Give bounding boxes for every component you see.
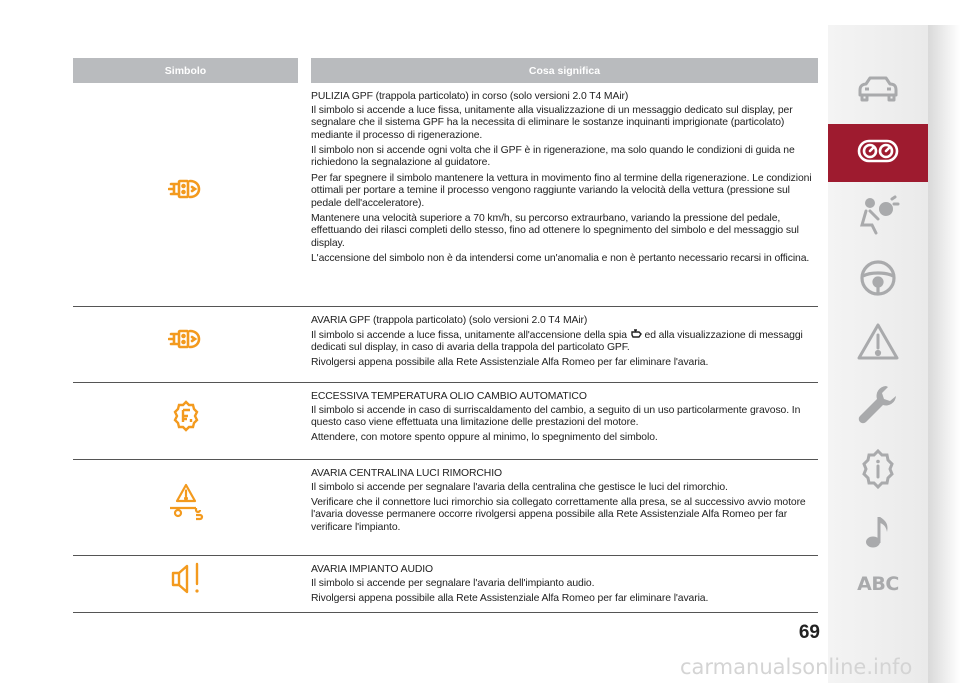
car-icon	[856, 74, 900, 107]
airbag-passenger-icon	[856, 195, 900, 240]
row-paragraph: Per far spegnere il simbolo mantenere la vettura in movimento fino al termine della rigenerazione. Le condizioni ottimali per portare a temine il processo vengono raggiunte variando la velocità della vettura (pressione sul pedale dell'acceleratore).	[311, 172, 812, 209]
dashboard-icon	[856, 137, 900, 170]
warning-triangle-icon	[856, 322, 900, 367]
row-paragraph: Rivolgersi appena possibile alla Rete Assistenziale Alfa Romeo per far eliminare l'avaria.	[311, 357, 709, 369]
row-title: PULIZIA GPF (trappola particolato) in corso (solo versioni 2.0 T4 MAir)	[311, 91, 629, 102]
watermark: carmanualsonline.info	[680, 655, 913, 679]
row-paragraph: Verificare che il connettore luci rimorchio sia collegato correttamente alla presa, se al successivo avvio motore l'avaria dovesse permanere occorre rivolgersi appena possibile alla Rete Assistenziale Alfa Romeo per far verificare l'impianto.	[311, 496, 806, 533]
row-paragraph: Rivolgersi appena possibile alla Rete Assistenziale Alfa Romeo per far eliminare l'avaria.	[311, 592, 709, 604]
sidebar-item-index[interactable]	[828, 555, 928, 613]
trailer-lights-failure-icon	[166, 482, 206, 527]
symbol-cell	[73, 460, 298, 549]
symbol-cell	[73, 83, 298, 300]
row-title: AVARIA CENTRALINA LUCI RIMORCHIO	[311, 468, 502, 479]
paragraph-text: Il simbolo si accende a luce fissa, unitamente all'accensione della spia	[311, 329, 627, 341]
row-paragraph	[311, 329, 818, 355]
header-symbol: Simbolo	[73, 58, 298, 83]
meaning-cell	[311, 460, 818, 549]
symbol-cell	[73, 307, 298, 376]
gpf-failure-icon	[168, 325, 204, 358]
audio-system-failure-icon	[169, 561, 203, 602]
table-header	[73, 58, 818, 83]
symbol-cell	[73, 383, 298, 453]
engine-warning-icon	[630, 329, 642, 339]
sidebar-item-maintenance[interactable]	[828, 378, 928, 436]
table-row	[73, 383, 818, 460]
gearbox-oil-temperature-icon	[169, 399, 203, 438]
symbol-cell	[73, 556, 298, 606]
sidebar-item-car[interactable]	[828, 61, 928, 119]
meaning-cell	[311, 556, 818, 606]
steering-wheel-icon	[858, 258, 898, 303]
sidebar-item-technical-data[interactable]	[828, 442, 928, 500]
row-paragraph: Il simbolo si accende a luce fissa, unitamente alla visualizzazione di un messaggio dedicato sul display, per segnalare che il sistema GPF ha la necessita di eliminare le sostanze inquinanti imprigionate (particolato) mediante il processo di rigenerazione.	[311, 104, 793, 141]
meaning-cell	[311, 83, 818, 300]
paragraph-text: ed alla visualizzazione di messaggi dedicati sul display, in caso di avaria della trappola del particolato GPF.	[311, 329, 803, 354]
row-title: ECCESSIVA TEMPERATURA OLIO CAMBIO AUTOMATICO	[311, 391, 587, 402]
sidebar-item-safety[interactable]	[828, 188, 928, 246]
meaning-cell	[311, 383, 818, 453]
row-title: AVARIA IMPIANTO AUDIO	[311, 564, 434, 575]
sidebar-item-emergency[interactable]	[828, 315, 928, 373]
sidebar-item-dashboard[interactable]	[828, 124, 928, 182]
sidebar-item-driving[interactable]	[828, 251, 928, 309]
table-row	[73, 307, 818, 383]
row-paragraph: Il simbolo si accende per segnalare l'avaria della centralina che gestisce le luci del rimorchio.	[311, 481, 728, 493]
row-paragraph: Il simbolo si accende in caso di surriscaldamento del cambio, a seguito di un uso particolarmente gravoso. In questo caso viene effettuata una limitazione delle prestazioni del motore.	[311, 404, 801, 429]
symbols-table	[73, 58, 818, 613]
row-paragraph: Mantenere una velocità superiore a 70 km/h, su percorso extraurbano, variando la pressione del pedale, effettuando dei rilasci completi dello stesso, fino ad ottenere lo spegnimento del simbolo e del messaggio sul display.	[311, 212, 799, 250]
chapter-sidebar	[828, 25, 960, 683]
wrench-icon	[856, 383, 900, 432]
meaning-cell	[311, 307, 818, 376]
row-paragraph: Attendere, con motore spento oppure al minimo, lo spegnimento del simbolo.	[311, 432, 658, 444]
row-paragraph: L'accensione del simbolo non è da intendersi come un'anomalia e non è pertanto necessario recarsi in officina.	[311, 253, 810, 265]
header-meaning: Cosa significa	[311, 58, 818, 83]
page-number: 69	[798, 622, 820, 643]
gpf-cleaning-icon	[168, 175, 204, 208]
gear-info-icon	[857, 448, 899, 495]
row-paragraph: Il simbolo si accende per segnalare l'avaria dell'impianto audio.	[311, 577, 595, 589]
index-label: ABC	[857, 573, 899, 595]
table-row	[73, 83, 818, 307]
table-row	[73, 556, 818, 613]
table-row	[73, 460, 818, 556]
row-paragraph: Il simbolo non si accende ogni volta che il GPF è in rigenerazione, ma solo quando le condizioni di guida ne richiedono la segnalazione al guidatore.	[311, 144, 795, 169]
row-title: AVARIA GPF (trappola particolato) (solo versioni 2.0 T4 MAir)	[311, 315, 588, 326]
music-note-icon	[863, 514, 893, 555]
